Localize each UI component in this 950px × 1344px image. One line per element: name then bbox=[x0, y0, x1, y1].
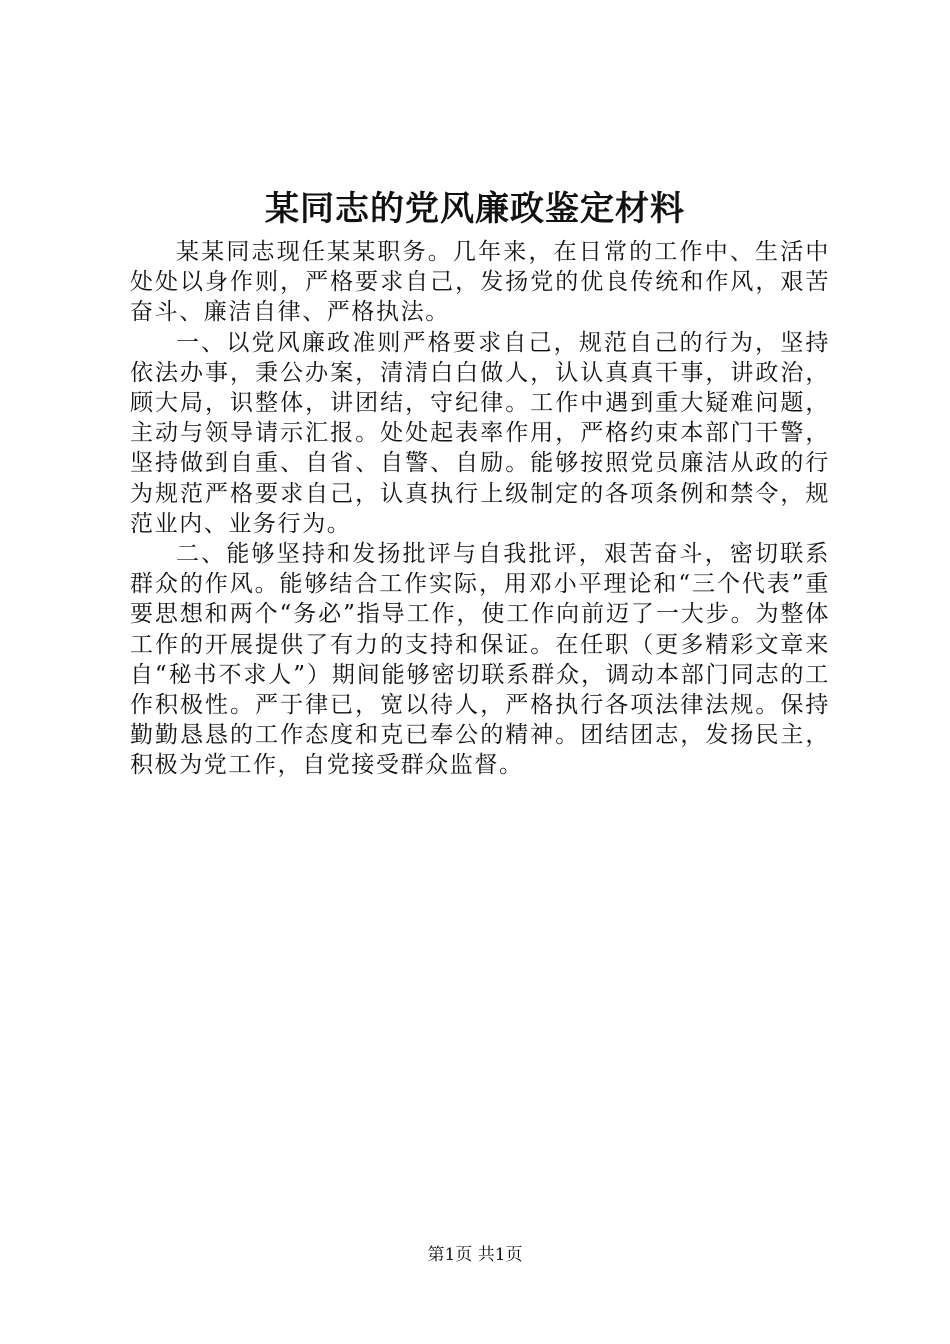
page-footer: 第1页 共1页 bbox=[427, 1245, 523, 1265]
paragraph-intro: 某某同志现任某某职务。几年来，在日常的工作中、生活中处处以身作则，严格要求自己，发扬党的优良传统和作风，艰苦奋斗、廉洁自律、严格执法。 bbox=[130, 239, 830, 326]
paragraph-section-two: 二、能够坚持和发扬批评与自我批评，艰苦奋斗，密切联系群众的作风。能够结合工作实际，用邓小平理论和“三个代表”重要思想和两个“务必”指导工作，使工作向前迈了一大步。为整体工作的开展提供了有力的支持和保证。在任职（更多精彩文章来自“秘书不求人”）期间能够密切联系群众，调动本部门同志的工作积极性。严于律已，宽以待人，严格执行各项法律法规。保持勤勤恳恳的工作态度和克已奉公的精神。团结团志，发扬民主，积极为党工作，自党接受群众监督。 bbox=[130, 541, 830, 779]
document-title: 某同志的党风廉政鉴定材料 bbox=[265, 189, 685, 229]
document-body bbox=[130, 237, 830, 781]
paragraph-section-one: 一、以党风廉政准则严格要求自己，规范自己的行为，坚持依法办事，秉公办案，清清白白做人，认认真真干事，讲政治，顾大局，识整体，讲团结，守纪律。工作中遇到重大疑难问题，主动与领导请示汇报。处处起表率作用，严格约束本部门干警，坚持做到自重、自省、自警、自励。能够按照党员廉洁从政的行为规范严格要求自己，认真执行上级制定的各项条例和禁令，规范业内、业务行为。 bbox=[130, 329, 830, 537]
